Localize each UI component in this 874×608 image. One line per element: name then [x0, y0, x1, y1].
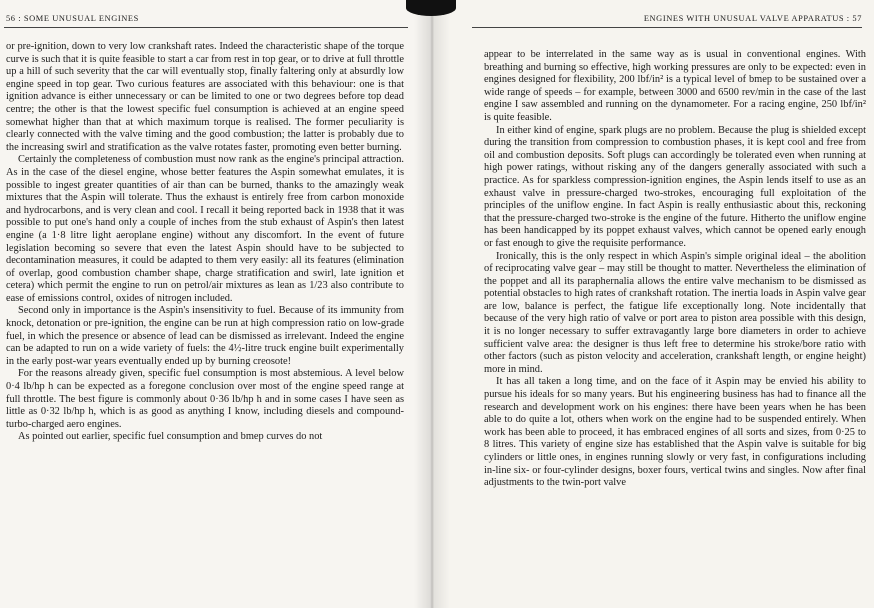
- right-page: [432, 0, 874, 608]
- right-paragraph-3: Ironically, this is the only respect in which Aspin's simple original ideal – the abolition of reciprocating valve gear – may still be thought to matter. Nevertheless the elimination of the poppet and all its paraphernalia allows the entire valve mechanism to be dismissed as potential obstacles to high rates of crankshaft rotation. The inertia loads in Aspin valve gear are low, balance is perfect, the fatigue life exceptionally long. Note incidentally that because of the very high ratio of valve or port area to piston area possible with this design, it is no longer necessary to suffer extravagantly large bore diameters in order to achieve sufficient valve area: the designer is thus left free to determine his stroke/bore ratio with other factors (such as piston velocity and acceleration, crankshaft length, or engine height) more in mind.: [484, 250, 866, 375]
- left-paragraph-4: For the reasons already given, specific fuel consumption is most abstemious. A level below 0·4 lb/hp h can be expected as a foregone conclusion over most of the engine speed range at full throttle. The best figure is commonly about 0·36 lb/hp h and in some cases I have seen as little as 0·32 lb/hp h, which is as good as anything I know, including diesels and compound-turbo-charged aero engines.: [6, 368, 404, 430]
- right-header-rule: [472, 27, 862, 28]
- right-running-header: ENGINES WITH UNUSUAL VALVE APPARATUS : 57: [643, 14, 862, 23]
- left-paragraph-1: or pre-ignition, down to very low crankshaft rates. Indeed the characteristic shape of the torque curve is such that it is quite feasible to start a car from rest in top gear, or to drive at full throttle up a hill of such severity that the car will eventually stop, finally faltering only at absurdly low engine speed in top gear. Two curious features are associated with this behaviour: one is that ignition advance is either unnecessary or can be limited to one or two degrees before top dead centre; the other is that the lowest specific fuel consumption is achieved at an engine speed somewhat higher than that at which maximum torque is realised. The former peculiarity is clearly connected with the valve timing and the good combustion; the latter is probably due to the increasing swirl and stratification as the valve rotates faster, promoting even better burning.: [6, 41, 404, 153]
- right-paragraph-1: appear to be interrelated in the same way as is usual in conventional engines. With breathing and burning so effective, high working pressures are only to be expected: even in engines designed for flexibility, 200 lbf/in² is a typical level of bmep to be sustained over a wide range of speeds – for example, between 3000 and 6500 rev/min in the case of the last engine I saw assembled and running on the dynamometer. For a racing engine, 250 lbf/in² is quite feasible.: [484, 49, 866, 123]
- left-page: [0, 0, 432, 608]
- right-paragraph-2: In either kind of engine, spark plugs are no problem. Because the plug is shielded except during the transition from compression to combustion phases, it is kept cool and free from oil and combustion deposits. Soft plugs can accordingly be tolerated even when running at high power ratings, without risking any of the dangers generally associated with such a practice. As for sparkless compression-ignition engines, the Aspin lends itself to use as an exhaust valve in pressure-charged two-strokes, encouraging full exploitation of the principles of the uniflow engine. In fact Aspin is really enthusiastic about this, reckoning that the pressure-charged two-stroke is the engine of the future. Hitherto the uniflow engine has been handicapped by its poppet exhaust valves, which cannot be opened early enough or fast enough to give the requisite performance.: [484, 124, 866, 249]
- left-paragraph-3: Second only in importance is the Aspin's insensitivity to fuel. Because of its immunity from knock, detonation or pre-ignition, the engine can be run at high compression ratio on low-grade fuel, in which the presence or absence of lead can be dismissed as irrelevant. Indeed the engine can be adapted to run on a wide variety of fuels: the 4½-litre truck engine built experimentally in the early post-war years eventually ended up by burning creosote!: [6, 305, 404, 367]
- right-paragraph-4: It has all taken a long time, and on the face of it Aspin may be envied his ability to pursue his ideals for so many years. But his engineering business has had to finance all the research and development work on his engines: there have been years when he has been able to do quite a lot, others when work on the engine had to be suspended entirely. When work has been able to proceed, it has embraced engines of all sorts and sizes, from 0·25 to 8 litres. This variety of engine size has established that the Aspin valve is suitable for big cylinders or little ones, in engines running slowly or very fast, in configurations including in-line six- or four-cylinder designs, boxer fours, vertical twins and singles. Now after final adjustments to the twin-port valve: [484, 376, 866, 489]
- left-header-rule: [4, 27, 408, 28]
- left-paragraph-5: As pointed out earlier, specific fuel consumption and bmep curves do not: [18, 431, 323, 443]
- left-paragraph-2: Certainly the completeness of combustion must now rank as the engine's principal attraction. As in the case of the diesel engine, whose better features the Aspin somewhat emulates, it is possible to ingest greater quantities of air than can be burned, thanks to the amazingly weak mixtures that the Aspin will tolerate. Thus the exhaust is entirely free from carbon monoxide and hydrocarbons, and is very clean and cool. I recall it being reported back in 1938 that it was possible to put one's hand only a couple of inches from the stub exhaust of Aspin's then latest engine (a 1·8 litre light aeroplane engine) without any discomfort. In the event of future legislation becoming so severe that even the latest Aspin should have to be subjected to decontamination measures, it could be adapted to them very easily: all its features (elimination of overlap, good combustion chamber shape, charge stratification and swirl, late ignition et cetera) which permit the engine to run on petrol/air mixtures as lean as 1/23 also contribute to ease of emissions control, oxides of nitrogen included.: [6, 154, 404, 304]
- left-body-text: [6, 41, 404, 444]
- right-body-text: [484, 49, 866, 490]
- left-running-header: 56 : SOME UNUSUAL ENGINES: [6, 14, 139, 23]
- book-spine-top: [406, 0, 456, 16]
